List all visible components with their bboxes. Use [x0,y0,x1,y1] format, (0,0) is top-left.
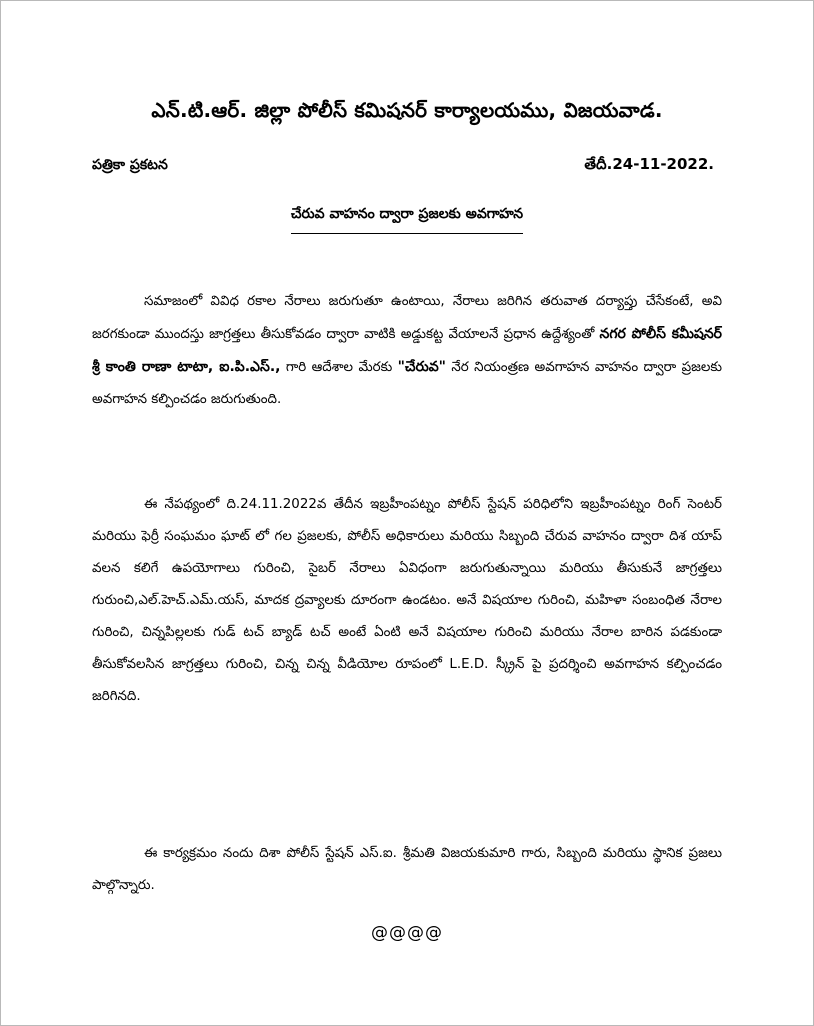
subject-heading-wrapper [0,203,814,234]
page-title: ఎన్.టి.ఆర్. జిల్లా పోలీస్ కమిషనర్ కార్యాలయము, విజయవాడ. [151,98,663,122]
paragraph-3-text: ఈ కార్యక్రమం నందు దిశా పోలీస్ స్టేషన్ ఎస్.ఐ. శ్రీమతి విజయకుమారి గారు, సిబ్బంది మరియు స్థానిక ప్రజలు పాల్గొన్నారు. [92,846,722,893]
paragraph-1-commissioner-name: నగర పోలీస్ కమీషనర్ శ్రీ కాంతి రాణా టాటా, ఐ.పి.ఎస్., [92,326,722,375]
subject-heading: చేరువ వాహనం ద్వారా ప్రజలకు అవగాహన [291,206,523,234]
paragraph-1-text-a: సమాజంలో వివిధ రకాల నేరాలు జరుగుతూ ఉంటాయి, నేరాలు జరిగిన తరువాత దర్యాప్తు చేసేకంటే, అవి జరగకుండా ముందస్తు జాగ్రత్తలు తీసుకోవడం ద్వారా వాటికి అడ్డుకట్ట వేయాలనే ప్రధాన ఉద్దేశ్యంతో [92,294,722,342]
paragraph-1 [92,286,722,416]
paragraph-2-text: ఈ నేపథ్యంలో ది.24.11.2022వ తేదీన ఇబ్రహీంపట్నం పోలీస్ స్టేషన్ పరిధిలోని ఇబ్రహీంపట్నం రింగ్ సెంటర్ మరియు ఫెర్రీ సంఘమం ఘాట్ లో గల ప్రజలకు, పోలీస్ అధికారులు మరియు సిబ్బంది చేరువ వాహనం ద్వారా దిశ యాప్ వలన కలిగే ఉపయోగాలు గురించి, సైబర్ నేరాలు ఏవిధంగా జరుగుతున్నాయి మరియు తీసుకునే జాగ్రత్తలు గురుంచి,ఎల్.హెచ్.ఎమ్.యస్, మాదక ద్రవ్యాలకు దూరంగా ఉండటం. అనే విషయాల గురించి, మహిళా సంబంధిత నేరాల గురించి, చిన్నపిల్లలకు గుడ్ టచ్ బ్యాడ్ టచ్ అంటే ఏంటి అనే విషయాల గురించి మరియు నేరాల బారిన పడకుండా తీసుకోవలసిన జాగ్రత్తలు గురించి, చిన్న చిన్న వీడియోల రూపంలో L.E.D. స్క్రీన్ పై ప్రదర్శించి అవగాహన కల్పించడం జరిగినది. [92,497,722,704]
closing-mark: @@@@ [371,923,443,943]
paragraph-1-text-b: గారి ఆదేశాల మేరకు [280,360,398,375]
paragraph-2 [92,489,722,713]
document-date: తేదీ.24-11-2022. [584,155,714,173]
press-release-label: పత్రికా ప్రకటన [92,157,168,173]
paragraph-1-text-c: నేర నియంత్రణ అవగాహన వాహనం ద్వారా ప్రజలకు అవగాహన కల్పించడం జరుగుతుంది. [92,360,722,407]
paragraph-3 [92,838,722,902]
paragraph-1-cheruva-term: "చేరువ" [397,359,446,375]
